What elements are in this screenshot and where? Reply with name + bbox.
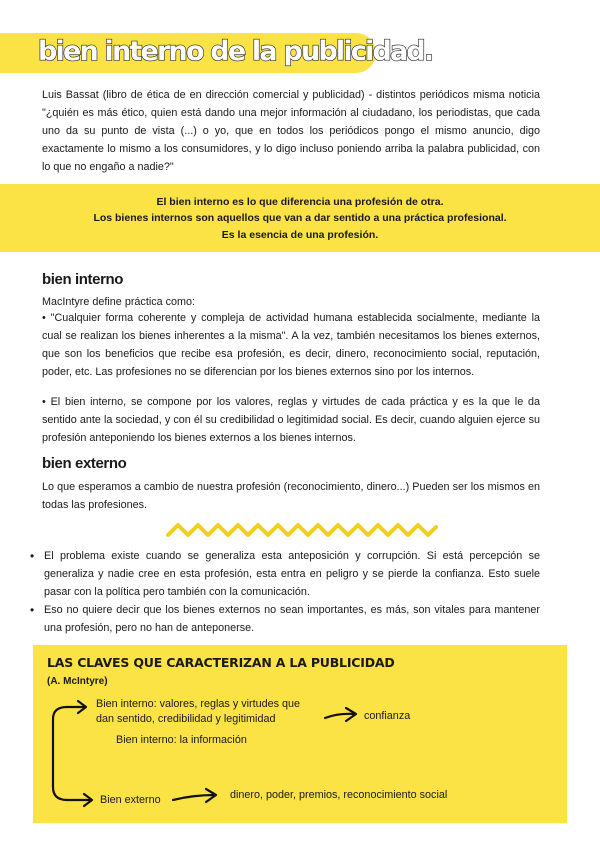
internal-line-2: dan sentido, credibilidad y legitimidad xyxy=(96,713,276,725)
internal-info-label: Bien interno: la información xyxy=(116,734,247,746)
intro-paragraph: Luis Bassat (libro de ética de en dirección comercial y publicidad) - distintos periódicos misma noticia "¿quién es más ético, quien está dando una mejor información al ciudadano, los periodistas, que cada uno da su punto de vista (...) o yo, que en todos los periódicos pongo el mismo anuncio, digo exactamente lo mismo a los consumidores, y lo digo incluso poniendo arriba la palabra publicidad, con lo que no engaño a nadie?" xyxy=(42,89,540,173)
internal-line-1: Bien interno: valores, reglas y virtudes que xyxy=(96,698,301,710)
highlight-line-3: Es la esencia de una profesión. xyxy=(221,229,379,241)
external-good-text: Lo que esperamos a cambio de nuestra profesión (reconocimiento, dinero...) Pueden ser los mismos en todas las profesiones. xyxy=(42,481,540,511)
zigzag-divider-icon xyxy=(166,519,438,541)
claves-title: LAS CLAVES QUE CARACTERIZAN A LA PUBLICIDAD xyxy=(47,655,395,670)
bullet-item: • El problema existe cuando se generaliza esta anteposición y corrupción. Si está percepción se generaliza y nadie cree en esta profesión, esta entra en peligro y se pierde la confianza. Esto suele pasar con la política pero también con la comunicación. xyxy=(30,547,540,601)
practice-definition: • "Cualquier forma coherente y compleja de actividad humana establecida socialmente, mediante la cual se realizan los bienes inherentes a la misma". A la vez, también necesitamos los bienes externos, que son los beneficios que recibe esa profesión, es decir, dinero, reconocimiento social, reputación, poder, etc. Las profesiones no se diferencian por los bienes externos sino por los internos. xyxy=(42,312,540,378)
external-label: Bien externo xyxy=(100,794,161,806)
bullet-item: • Eso no quiere decir que los bienes externos no sean importantes, es más, son vitales para mantener una profesión, pero no han de anteponerse. xyxy=(30,601,540,637)
heading-bien-externo: bien externo xyxy=(42,455,127,472)
page-title: bien interno de la publicidad. xyxy=(38,36,433,67)
trust-label: confianza xyxy=(364,710,411,722)
practice-lead: MacIntyre define práctica como: xyxy=(42,296,196,308)
highlight-line-2: Los bienes internos son aquellos que van a dar sentido a una práctica profesional. xyxy=(93,212,507,224)
highlight-line-1: El bien interno es lo que diferencia una profesión de otra. xyxy=(156,196,444,208)
bracket-line-icon xyxy=(53,707,67,800)
internal-good-composition: • El bien interno, se compone por los valores, reglas y virtudes de cada práctica y es la que le da sentido ante la sociedad, y con él su credibilidad o legitimidad social. Es decir, cuando alguien ejerce su profesión anteponiendo los bienes externos a los bienes internos. xyxy=(42,396,540,444)
claves-author: (A. McIntyre) xyxy=(47,676,108,687)
bullet-list xyxy=(30,547,540,637)
heading-bien-interno: bien interno xyxy=(42,271,124,288)
external-items-label: dinero, poder, premios, reconocimiento social xyxy=(230,789,448,801)
claves-box xyxy=(33,645,567,823)
highlight-band xyxy=(0,184,600,252)
